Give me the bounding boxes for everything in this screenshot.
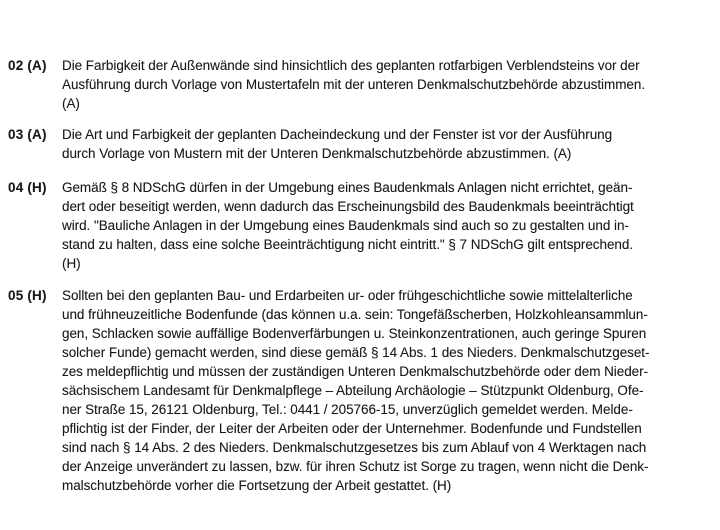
text-line: gen, Schlacken sowie auffällige Bodenverfärbungen u. Steinkonzentrationen, auch geringe Spuren — [62, 326, 647, 341]
text-line: sind nach § 14 Abs. 2 des Nieders. Denkmalschutzgesetzes bis zum Ablauf von 4 Werktagen nach — [62, 440, 647, 455]
text-line: und frühneuzeitliche Bodenfunde (das können u.a. sein: Tongefäßscherben, Holzkohleansammlun- — [62, 307, 648, 322]
text-line: dert oder beseitigt werden, wenn dadurch das Erscheinungsbild des Baudenkmals beeinträchtigt — [62, 199, 634, 214]
clause-number: 04 (H) — [8, 180, 47, 195]
clause-text — [62, 286, 720, 495]
text-line: Die Farbigkeit der Außenwände sind hinsichtlich des geplanten rotfarbigen Verblendsteins vor der — [62, 58, 640, 73]
text-line: Gemäß § 8 NDSchG dürfen in der Umgebung eines Baudenkmals Anlagen nicht errichtet, geän- — [62, 180, 633, 195]
text-line: pflichtig ist der Finder, der Leiter der Arbeiten oder der Unternehmer. Bodenfunde und Fundstellen — [62, 421, 642, 436]
text-line: wird. "Bauliche Anlagen in der Umgebung eines Baudenkmals sind auch so zu gestalten und in- — [62, 218, 629, 233]
clause-text — [62, 125, 720, 163]
text-line: ner Straße 15, 26121 Oldenburg, Tel.: 0441 / 205766-15, unverzüglich gemeldet werden. Melde- — [62, 402, 633, 417]
text-line: Ausführung durch Vorlage von Mustertafeln mit der unteren Denkmalschutzbehörde abzustimmen. — [62, 77, 646, 92]
clause-text — [62, 56, 720, 113]
text-line: (H) — [62, 256, 81, 271]
text-line: Die Art und Farbigkeit der geplanten Dacheindeckung und der Fenster ist vor der Ausführung — [62, 127, 613, 142]
text-line: der Anzeige unverändert zu lassen, bzw. für ihren Schutz ist Sorge zu tragen, wenn nicht die Denk- — [62, 459, 649, 474]
text-line: zes meldepflichtig und müssen der zuständigen Unteren Denkmalschutzbehörde oder dem Nieder- — [62, 364, 649, 379]
clause-text — [62, 178, 720, 273]
text-line: stand zu halten, dass eine solche Beeinträchtigung nicht eintritt." § 7 NDSchG gilt entsprechend. — [62, 237, 634, 252]
text-line: sächsischem Landesamt für Denkmalpflege – Abteilung Archäologie – Stützpunkt Oldenburg, Ofe- — [62, 383, 644, 398]
text-line: Sollten bei den geplanten Bau- und Erdarbeiten ur- oder frühgeschichtliche sowie mittelalterliche — [62, 288, 633, 303]
text-line: (A) — [62, 96, 80, 111]
clause-number: 03 (A) — [8, 127, 47, 142]
clause-number: 05 (H) — [8, 288, 47, 303]
text-line: durch Vorlage von Mustern mit der Unteren Denkmalschutzbehörde abzustimmen. (A) — [62, 146, 572, 161]
text-line: malschutzbehörde vorher die Fortsetzung der Arbeit gestattet. (H) — [62, 478, 452, 493]
clause-number: 02 (A) — [8, 58, 47, 73]
text-line: solcher Funde) gemacht werden, sind diese gemäß § 14 Abs. 1 des Nieders. Denkmalschutzgeset- — [62, 345, 650, 360]
